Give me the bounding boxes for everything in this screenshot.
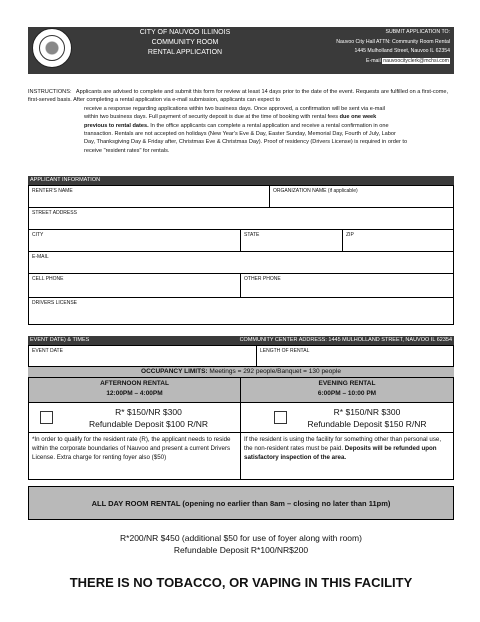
state-field[interactable]: STATE bbox=[241, 230, 343, 252]
all-day-deposit: Refundable Deposit R*100/NR$200 bbox=[173, 545, 309, 555]
rental-options bbox=[28, 377, 454, 480]
evening-title: EVENING RENTAL bbox=[318, 380, 376, 387]
other-phone-field[interactable]: OTHER PHONE bbox=[241, 274, 453, 298]
email-field[interactable]: E-MAIL bbox=[29, 252, 453, 274]
event-section-title bbox=[28, 336, 454, 345]
all-day-price: R*200/NR $450 (additional $50 for use of foyer along with room) bbox=[120, 533, 362, 543]
drivers-license-field[interactable]: DRIVERS LICENSE bbox=[32, 300, 78, 306]
instructions-text-5: transaction. Rentals are not accepted on holidays (New Year's Eve & Day, Easter Sunday, Memorial Day, Fourth of July, Labor bbox=[84, 131, 396, 138]
occupancy-value: Meetings = 292 people/Banquet = 130 people bbox=[209, 368, 341, 375]
all-day-pricing bbox=[28, 532, 454, 556]
submit-address-1: Nauvoo City Hall ATTN: Community Room Rental bbox=[336, 38, 450, 45]
center-address: COMMUNITY CENTER ADDRESS: 1445 MULHOLLAND STREET, NAUVOO IL 62354 bbox=[239, 337, 452, 343]
evening-checkbox[interactable] bbox=[274, 411, 287, 424]
applicant-section bbox=[28, 176, 454, 325]
no-tobacco-warning: THERE IS NO TOBACCO, OR VAPING IN THIS FACILITY bbox=[69, 575, 413, 590]
submit-info bbox=[290, 28, 450, 66]
instructions-text-2: receive a response regarding applications within two business days. Once approved, a confirmation will be sent via e-mail bbox=[84, 105, 385, 112]
title-form: RENTAL APPLICATION bbox=[147, 49, 223, 56]
instructions-label: INSTRUCTIONS: bbox=[28, 89, 72, 95]
submit-email-row bbox=[290, 57, 450, 67]
event-title: EVENT DATE) & TIMES bbox=[30, 337, 90, 343]
evening-note: If the resident is using the facility for something other than personal use, the non-resident rates must be paid. Deposits will be refunded upon satisfactory inspection of the area. bbox=[244, 436, 442, 461]
title-city: CITY OF NAUVOO ILLINOIS bbox=[139, 29, 231, 36]
evening-price: R* $150/NR $300 bbox=[333, 407, 401, 417]
city-field[interactable]: CITY bbox=[29, 230, 241, 252]
instructions-text-4: previous to rental dates. In the office applicants can complete a rental application and receive a rental confirmation in one bbox=[84, 122, 389, 129]
afternoon-header bbox=[29, 378, 240, 403]
afternoon-title: AFTERNOON RENTAL bbox=[100, 380, 169, 387]
evening-pricing bbox=[241, 403, 453, 433]
all-day-rental: ALL DAY ROOM RENTAL (opening no earlier than 8am – closing no later than 11pm) bbox=[28, 486, 454, 520]
afternoon-checkbox[interactable] bbox=[40, 411, 53, 424]
submit-address-2: 1445 Mulholland Street, Nauvoo IL 62354 bbox=[354, 48, 450, 54]
evening-header bbox=[241, 378, 453, 403]
afternoon-hours: 12:00PM – 4:00PM bbox=[106, 390, 163, 397]
form-title bbox=[100, 28, 270, 58]
instructions-text-1: Applicants are advised to complete and submit this form for review at least 14 days prior to the date of the event. Requests are fulfilled on a first-come, first-served basis. After completing a rental application via e-mail submission, applicants can expect to bbox=[28, 89, 449, 104]
instructions-text-3: within two business days. Full payment of security deposit is due at the time of booking with rental fees due one week bbox=[84, 114, 377, 121]
event-date-field[interactable]: EVENT DATE bbox=[29, 346, 257, 366]
afternoon-deposit: Refundable Deposit $100 R/NR bbox=[88, 419, 209, 429]
submit-title: SUBMIT APPLICATION TO: bbox=[385, 29, 450, 35]
afternoon-rental bbox=[29, 378, 241, 479]
title-room: COMMUNITY ROOM bbox=[151, 39, 219, 46]
afternoon-pricing bbox=[29, 403, 240, 433]
occupancy-limits bbox=[28, 367, 454, 377]
evening-hours: 6:00PM – 10:00 PM bbox=[317, 390, 377, 397]
instructions-text-6: Day, Thanksgiving Day & Friday after, Christmas Eve & Christmas Day). Proof of residency (Drivers License) is required in order to bbox=[84, 139, 408, 146]
evening-deposit: Refundable Deposit $150 R/NR bbox=[307, 419, 427, 429]
applicant-form bbox=[28, 185, 454, 325]
email-label: E-mail bbox=[366, 57, 381, 64]
zip-field[interactable]: ZIP bbox=[343, 230, 453, 252]
occupancy-label: OCCUPANCY LIMITS: bbox=[141, 368, 208, 375]
afternoon-note: *In order to qualify for the resident rate (R), the applicant needs to reside within the corporate boundaries of Nauvoo and present a current Drivers License. Extra charge for renting foyer also ($50) bbox=[32, 436, 231, 461]
event-section bbox=[28, 336, 454, 367]
instructions-text-7: receive "resident rates" for rentals. bbox=[84, 147, 170, 154]
evening-rental bbox=[241, 378, 453, 479]
event-form bbox=[28, 345, 454, 367]
rental-length-field[interactable]: LENGTH OF RENTAL bbox=[260, 348, 310, 354]
cell-phone-field[interactable]: CELL PHONE bbox=[29, 274, 241, 298]
organization-name-field[interactable]: ORGANIZATION NAME (if applicable) bbox=[270, 186, 453, 208]
street-address-field[interactable]: STREET ADDRESS bbox=[29, 208, 453, 230]
instructions bbox=[28, 88, 454, 155]
applicant-section-title: APPLICANT INFORMATION bbox=[28, 176, 454, 185]
email-link[interactable]: nauvoocityclerk@mchsi.com bbox=[383, 57, 449, 64]
renter-name-field[interactable]: RENTER'S NAME bbox=[29, 186, 270, 208]
afternoon-price: R* $150/NR $300 bbox=[115, 407, 182, 417]
city-seal-logo bbox=[32, 28, 72, 68]
